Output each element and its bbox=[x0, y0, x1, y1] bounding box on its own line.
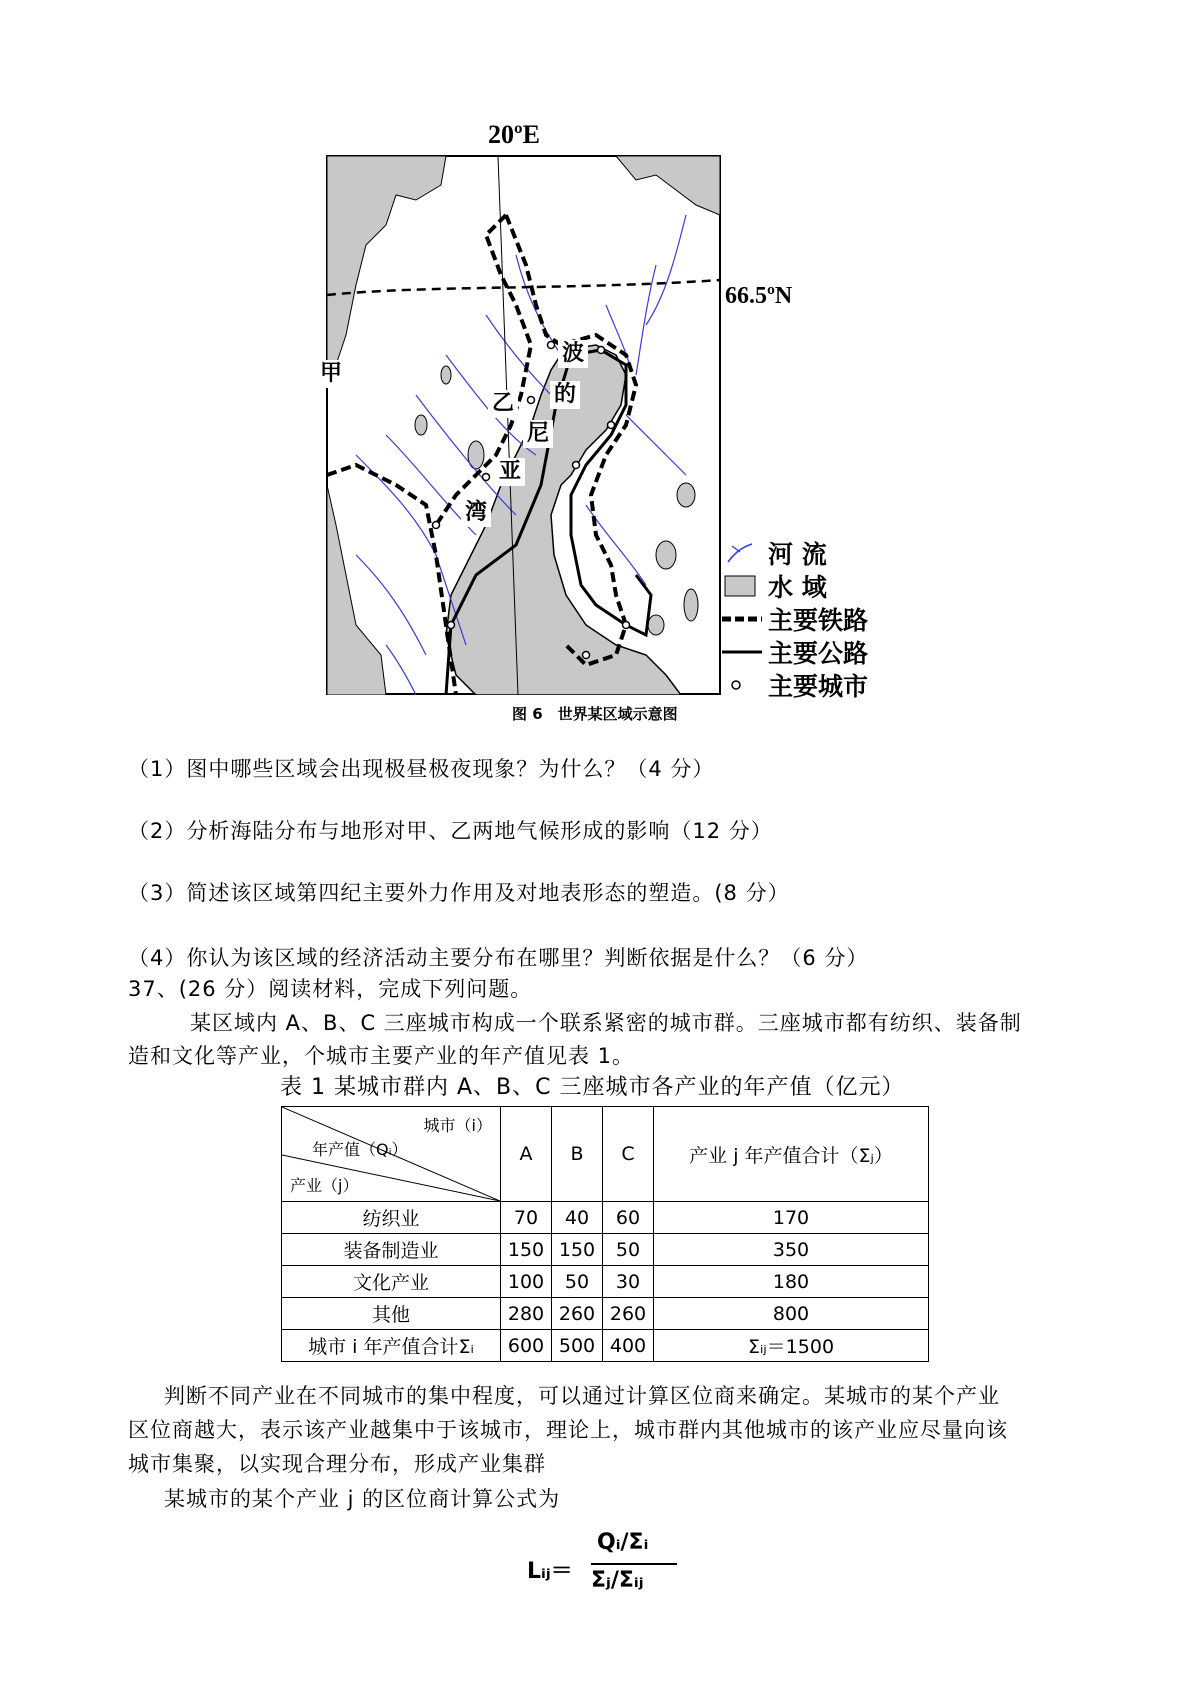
table-row bbox=[282, 1330, 929, 1362]
question-1: （1）图中哪些区域会出现极昼极夜现象？为什么？（4 分） bbox=[128, 757, 715, 781]
para1-line3: 城市集聚，以实现合理分布，形成产业集群 bbox=[128, 1452, 546, 1476]
diagonal-header-cell bbox=[282, 1107, 501, 1202]
question-4: （4）你认为该区域的经济活动主要分布在哪里？判断依据是什么？（6 分） bbox=[128, 946, 869, 970]
table-row bbox=[282, 1298, 929, 1330]
cell: 40 bbox=[552, 1202, 603, 1234]
legend-river: 河 流 bbox=[722, 538, 827, 568]
cell: 400 bbox=[603, 1330, 654, 1362]
gulf-char-5: 湾 bbox=[461, 499, 491, 527]
cell: 350 bbox=[654, 1234, 929, 1266]
formula-numerator: Qᵢ/Σᵢ bbox=[597, 1530, 649, 1555]
table-row bbox=[282, 1202, 929, 1234]
water-icon bbox=[722, 573, 762, 599]
cell: 30 bbox=[603, 1266, 654, 1298]
lake bbox=[415, 415, 427, 435]
cell: 70 bbox=[501, 1202, 552, 1234]
cell: 50 bbox=[603, 1234, 654, 1266]
diag-industry-label: 产业（j） bbox=[290, 1176, 359, 1195]
cell: 50 bbox=[552, 1266, 603, 1298]
cell: 260 bbox=[603, 1298, 654, 1330]
cell: 800 bbox=[654, 1298, 929, 1330]
river-icon bbox=[722, 540, 762, 566]
cell: 600 bbox=[501, 1330, 552, 1362]
lake bbox=[441, 366, 451, 384]
table-caption: 表 1 某城市群内 A、B、C 三座城市各产业的年产值（亿元） bbox=[280, 1075, 905, 1100]
formula-lhs: Lᵢⱼ＝ bbox=[527, 1559, 573, 1584]
col-header-a: A bbox=[501, 1107, 552, 1202]
cell: 500 bbox=[552, 1330, 603, 1362]
table-row bbox=[282, 1266, 929, 1298]
location-quotient-formula bbox=[527, 1530, 727, 1600]
legend-water: 水 域 bbox=[722, 571, 827, 601]
city-icon bbox=[722, 672, 762, 698]
gulf-char-3: 尼 bbox=[523, 420, 553, 448]
para2: 某城市的某个产业 j 的区位商计算公式为 bbox=[164, 1487, 561, 1511]
cell: 60 bbox=[603, 1202, 654, 1234]
lake bbox=[684, 589, 698, 621]
legend-railway: 主要铁路 bbox=[722, 604, 868, 634]
row-label: 纺织业 bbox=[282, 1202, 501, 1234]
table-header-row bbox=[282, 1107, 929, 1202]
lake bbox=[648, 615, 664, 635]
col-header-c: C bbox=[603, 1107, 654, 1202]
col-header-sum-j: 产业 j 年产值合计（Σⱼ） bbox=[654, 1107, 929, 1202]
lake bbox=[656, 541, 676, 569]
question-3: （3）简述该区域第四纪主要外力作用及对地表形态的塑造。(8 分） bbox=[128, 881, 790, 905]
map-label-jia: 甲 bbox=[316, 360, 346, 388]
gulf-char-2: 的 bbox=[550, 381, 580, 409]
q37-intro-line2: 造和文化等产业，个城市主要产业的年产值见表 1。 bbox=[128, 1044, 635, 1068]
gulf-char-1: 波 bbox=[558, 340, 588, 368]
formula-fraction-bar bbox=[591, 1563, 677, 1565]
formula-denominator: Σⱼ/Σᵢⱼ bbox=[591, 1568, 644, 1593]
para1-line2: 区位商越大，表示该产业越集中于该城市，理论上，城市群内其他城市的该产业应尽量向该 bbox=[128, 1418, 1008, 1442]
figure-caption: 图 6 世界某区域示意图 bbox=[512, 705, 678, 723]
gulf-char-4: 亚 bbox=[495, 458, 525, 486]
col-header-b: B bbox=[552, 1107, 603, 1202]
map-label-yi: 乙 bbox=[488, 390, 518, 418]
diag-value-label: 年产值（Qᵢ） bbox=[312, 1140, 408, 1159]
cell: Σᵢⱼ＝1500 bbox=[654, 1330, 929, 1362]
lake bbox=[677, 483, 695, 507]
cell: 150 bbox=[552, 1234, 603, 1266]
cell: 150 bbox=[501, 1234, 552, 1266]
q37-heading: 37、(26 分）阅读材料，完成下列问题。 bbox=[128, 977, 533, 1001]
row-label: 其他 bbox=[282, 1298, 501, 1330]
industry-output-table bbox=[281, 1106, 929, 1362]
legend-city: 主要城市 bbox=[722, 670, 868, 700]
cell: 100 bbox=[501, 1266, 552, 1298]
question-2: （2）分析海陆分布与地形对甲、乙两地气候形成的影响（12 分） bbox=[128, 819, 773, 843]
row-label: 装备制造业 bbox=[282, 1234, 501, 1266]
railway-icon bbox=[722, 606, 762, 632]
latitude-label: 66.5ºN bbox=[725, 283, 793, 309]
longitude-label: 20ºE bbox=[488, 120, 540, 149]
para1-line1: 判断不同产业在不同城市的集中程度，可以通过计算区位商来确定。某城市的某个产业 bbox=[164, 1384, 1000, 1408]
cell: 260 bbox=[552, 1298, 603, 1330]
legend-road: 主要公路 bbox=[722, 637, 868, 667]
cell: 280 bbox=[501, 1298, 552, 1330]
q37-intro-line1: 某区域内 A、B、C 三座城市构成一个联系紧密的城市群。三座城市都有纺织、装备制 bbox=[190, 1011, 1022, 1035]
region-map bbox=[320, 155, 721, 695]
table-row bbox=[282, 1234, 929, 1266]
row-label: 城市 i 年产值合计Σᵢ bbox=[282, 1330, 501, 1362]
road-icon bbox=[722, 639, 762, 665]
cell: 180 bbox=[654, 1266, 929, 1298]
cell: 170 bbox=[654, 1202, 929, 1234]
diag-city-label: 城市（i） bbox=[423, 1116, 492, 1135]
row-label: 文化产业 bbox=[282, 1266, 501, 1298]
